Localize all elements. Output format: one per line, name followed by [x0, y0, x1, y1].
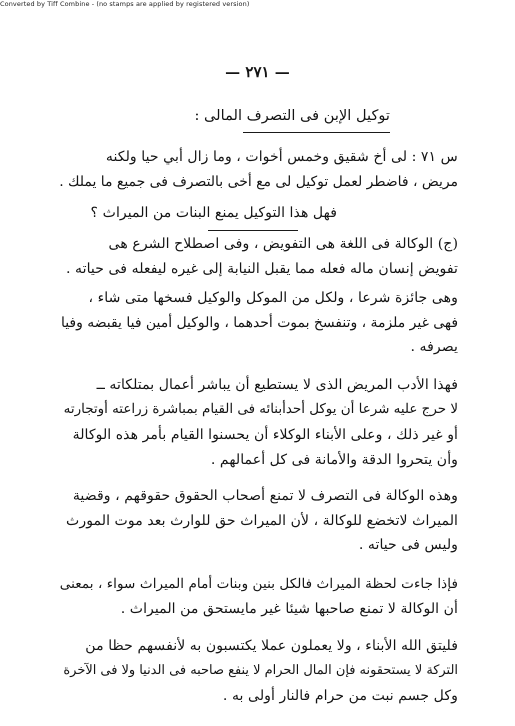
heading-underline: [243, 132, 390, 133]
scan-notice: Converted by Tiff Combine - (no stamps are applied by registered version): [0, 0, 250, 8]
answer-4-line-1: وهذه الوكالة فى التصرف لا تمنع أصحاب الحقوق حقوقهم ، وقضية: [72, 488, 458, 504]
answer-1-line-2: تفويض إنسان ماله فعله مما يقبل النيابة إلى غيره ليفعله فى حياته .: [66, 261, 458, 277]
question-underline: [208, 230, 298, 231]
answer-2-line-2: فهى غير ملزمة ، وتنفسخ بموت أحدهما ، والوكيل أمين فيا يقبضه وفيا: [60, 315, 458, 331]
page-number: — ٢٧١ —: [225, 63, 290, 81]
answer-5-line-2: أن الوكالة لا تمنع صاحبها شيئا غير مايستحق من الميراث .: [120, 601, 458, 617]
answer-3-line-1: فهذا الأدب المريض الذى لا يستطيع أن يباشر أعمال بمتلكاته ــ: [96, 377, 458, 393]
answer-4-line-2: الميراث لاتخضع للوكالة ، لأن الميراث حق للوارث بعد موت المورث: [66, 513, 458, 529]
question-line-2: مريض ، فاضطر لعمل توكيل لى مع أخى بالتصرف فى جميع ما يملك .: [59, 174, 458, 190]
answer-2-line-3: يصرفه .: [410, 339, 458, 355]
answer-3-line-2: لا حرج عليه شرعا أن يوكل أحدأبنائه فى القيام بمباشرة زراعته أوتجارته: [63, 402, 458, 417]
question-line-1: س ٧١ : لى أخ شقيق وخمس أخوات ، وما زال أبي حيا ولكنه: [105, 149, 458, 165]
answer-5-line-1: فإذا جاءت لحظة الميراث فالكل بنين وبنات أمام الميراث سواء ، بمعنى: [59, 576, 458, 592]
answer-6-line-1: فليتق الله الأبناء ، ولا يعملون عملا يكتسبون به لأنفسهم حظا من: [85, 638, 458, 654]
answer-1-line-1: (ج) الوكالة فى اللغة هى التفويض ، وفى اصطلاح الشرع هى: [108, 236, 458, 252]
section-heading: توكيل الإبن فى التصرف المالى :: [194, 107, 390, 124]
answer-3-line-4: وأن يتحروا الدقة والأمانة فى كل أعمالهم .: [210, 452, 458, 468]
answer-6-line-3: وكل جسم نبت من حرام فالنار أولى به .: [222, 688, 458, 704]
answer-2-line-1: وهى جائزة شرعا ، ولكل من الموكل والوكيل فسخها متى شاء ،: [88, 290, 458, 306]
question-text: فهل هذا التوكيل يمنع البنات من الميراث ؟: [90, 205, 337, 221]
answer-6-line-2: التركة لا يستحقونه فإن المال الحرام لا ينفع صاحبه فى الدنيا ولا فى الآخرة: [63, 663, 458, 678]
answer-3-line-3: أو غير ذلك ، وعلى الأبناء الوكلاء أن يحسنوا القيام بأمر هذه الوكالة: [72, 427, 458, 443]
answer-4-line-3: وليس فى حياته .: [358, 537, 458, 553]
